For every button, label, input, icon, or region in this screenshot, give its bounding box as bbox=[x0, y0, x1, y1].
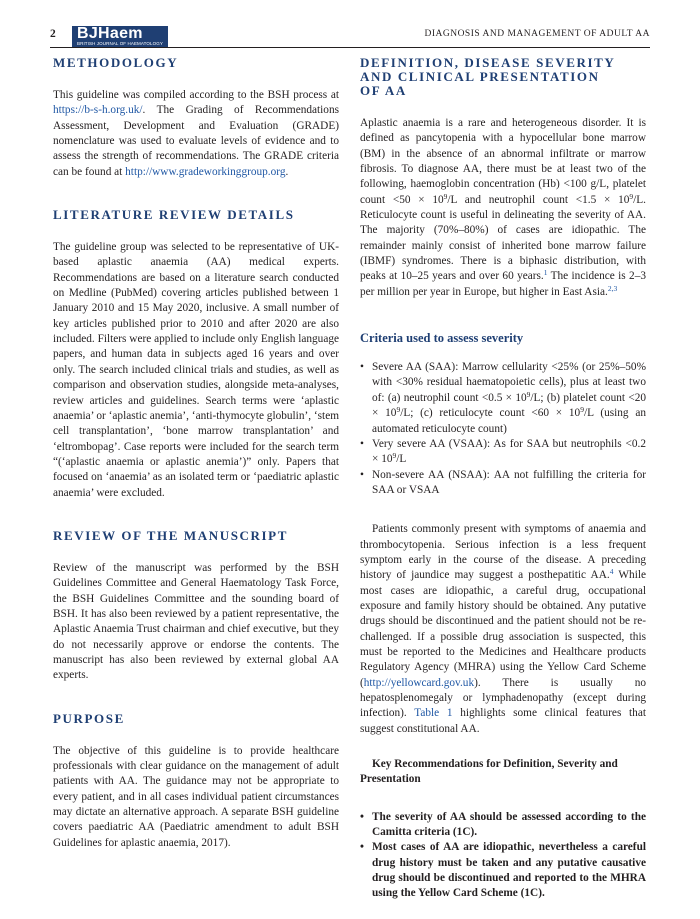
purpose-heading: PURPOSE bbox=[53, 710, 125, 726]
key-recommendations-list bbox=[360, 810, 646, 902]
purpose-paragraph: The objective of this guideline is to provide healthcare professionals with clear guidance on the management of adult patients with AA. The guidance may not be appropriate to every patient, and in all cases individual patient circumstances may dictate an alternative approach. A separate BSH guideline covers paediatric AA (Paediatric amendment to adult BSH Guidelines for aplastic anaemia, 2017). bbox=[53, 744, 339, 849]
vsaa-text-1: Very severe AA (VSAA): As for SAA but neutrophils <0.2 × 10 bbox=[372, 437, 646, 466]
criteria-list bbox=[360, 360, 646, 498]
exponent: 9 bbox=[443, 191, 448, 201]
key-recommendation-item: • The severity of AA should be assessed according to the Camitta criteria (1C). bbox=[372, 810, 646, 841]
definition-text-3: /L. Reticulocyte count is useful in delineating the severity of AA. The majority (70%–80%) of cases are idiopathic. The remainder mainly consist of inherited bone marrow failure (IBMF) syndromes. There is a biphasic distribution, with peaks at 10–25 years and over 60 years. bbox=[360, 193, 646, 283]
criteria-heading: Criteria used to assess severity bbox=[360, 331, 524, 346]
logo-sub-text: BRITISH JOURNAL OF HAEMATOLOGY bbox=[77, 41, 163, 46]
methodology-text-1: This guideline was compiled according to the BSH process at bbox=[53, 89, 339, 101]
page-number: 2 bbox=[50, 28, 56, 40]
key-recommendation-item: • Most cases of AA are idiopathic, nevertheless a careful drug history must be taken and any putative causative drug should be discontinued and reported to the MHRA using the Yellow Card Scheme (1C). bbox=[372, 840, 646, 901]
presentation-text-2: While most cases are idiopathic, a careful drug, occupational exposure and family history should be obtained. Any putative drugs should be discontinued and the patient should not be re-challenged. If a possible drug association is suspected, this must be reported to the Medicines and Healthcare products Regulatory Agency (MHRA) using the Yellow Card Scheme ( bbox=[360, 569, 646, 689]
review-heading: REVIEW OF THE MANUSCRIPT bbox=[53, 527, 288, 543]
definition-text-4: The incidence is 2–3 per million per year in Europe, but higher in East Asia. bbox=[360, 270, 646, 298]
criteria-item-nsaa: • Non-severe AA (NSAA): AA not fulfilling the criteria for SAA or VSAA bbox=[372, 468, 646, 499]
header-rule bbox=[50, 47, 650, 48]
bsh-link[interactable]: https://b-s-h.org.uk/ bbox=[53, 104, 143, 117]
running-head: DIAGNOSIS AND MANAGEMENT OF ADULT AA bbox=[424, 29, 650, 39]
methodology-text-2: . The Grading of Recommendations Assessment, Development and Evaluation (GRADE) nomenclature was used to evaluate levels of evidence and to assess the strength of recommendations. The GRADE criteria can be found at bbox=[53, 104, 339, 178]
right-column bbox=[360, 56, 646, 902]
saa-text-4: /L (using an automated reticulocyte count) bbox=[372, 407, 646, 435]
page-header bbox=[50, 26, 650, 48]
saa-text-2: /L; (b) platelet count <20 × 10 bbox=[372, 391, 646, 420]
reference-link-4[interactable]: 4 bbox=[609, 567, 614, 577]
journal-logo bbox=[72, 26, 168, 47]
left-column bbox=[53, 56, 339, 851]
grade-link[interactable]: http://www.gradeworkinggroup.org bbox=[125, 165, 286, 178]
saa-text-3: /L; (c) reticulocyte count <60 × 10 bbox=[400, 407, 581, 420]
exponent: 9 bbox=[526, 389, 531, 399]
table-1-link[interactable]: Table 1 bbox=[414, 707, 453, 720]
definition-paragraph bbox=[360, 116, 646, 300]
exponent: 9 bbox=[580, 405, 584, 415]
exponent: 9 bbox=[392, 451, 397, 461]
presentation-text-3: ). There is usually no hepatosplenomegaly or lymphadenopathy (except during infection). bbox=[360, 676, 646, 720]
exponent: 9 bbox=[396, 405, 401, 415]
methodology-text-3: . bbox=[285, 165, 289, 178]
presentation-text-4: highlights some clinical features that suggest constitutional AA. bbox=[360, 707, 646, 735]
vsaa-text-2: /L bbox=[396, 453, 407, 466]
review-paragraph: Review of the manuscript was performed by the BSH Guidelines Committee and General Haematology Task Force, the BSH Guidelines Committee and the sounding board of BSH. It has also been reviewed by a patient representative, the Aplastic Anaemia Trust chairman and chief executive, but they do not necessarily approve or endorse the contents. The manuscript has also been reviewed by external global AA experts. bbox=[53, 561, 339, 682]
presentation-paragraph bbox=[360, 522, 646, 737]
criteria-item-vsaa bbox=[372, 437, 646, 468]
logo-main-text: BJHaem bbox=[77, 25, 143, 42]
methodology-heading: METHODOLOGY bbox=[53, 55, 179, 70]
literature-paragraph: The guideline group was selected to be representative of UK-based aplastic anaemia (AA) medical experts. Recommendations are based on a literature search conducted on Medline (PubMed) covering articles published between 1 January 2010 and 15 May 2020, inclusive. A small number of key articles published prior to 2010 and after 2020 are also included. Filters were applied to include only English language papers, and human data in subjects aged 16 years and over only. The search included clinical trials and studies, as well as comparison and observation studies, alongside meta-analyses, review articles and guidelines. Search terms were ‘aplastic anaemia’ or ‘aplastic anemia’, ‘anti-thymocyte globulin’, ‘stem cell transplantation’, ‘bone marrow transplantation’ and ‘eltrombopag’. Case reports were included for the search term “(‘aplastic anaemia or aplastic anemia’)” only. Papers that focused on ‘anaemia’ as an isolated term or ‘paediatric aplastic anaemia’ were excluded. bbox=[53, 241, 339, 499]
definition-heading bbox=[360, 56, 646, 98]
key-recommendations-title: Key Recommendations for Definition, Severity and Presentation bbox=[360, 758, 618, 786]
methodology-paragraph bbox=[53, 88, 339, 180]
literature-heading: LITERATURE REVIEW DETAILS bbox=[53, 207, 295, 223]
definition-heading-line-1: DEFINITION, DISEASE SEVERITY bbox=[360, 55, 616, 70]
definition-heading-line-2: AND CLINICAL PRESENTATION bbox=[360, 69, 600, 84]
presentation-text-1: Patients commonly present with symptoms of anaemia and thrombocytopenia. Serious infection is a less frequent symptom early in the course of the disease. A preceding history of jaundice may suggest a posthepatitic AA. bbox=[360, 523, 646, 582]
exponent: 9 bbox=[629, 191, 634, 201]
reference-link-2-3[interactable]: 2,3 bbox=[607, 283, 618, 293]
definition-text-2: /L and neutrophil count <1.5 × 10 bbox=[447, 193, 630, 206]
definition-text-1: Aplastic anaemia is a rare and heterogeneous disorder. It is defined as pancytopenia with a hypocellular bone marrow (BM) in the absence of an abnormal infiltrate or marrow fibrosis. To diagnose AA, there must be at least two of the following, haemoglobin concentration (Hb) <100 g/L, platelet count <50 × 10 bbox=[360, 117, 646, 206]
yellowcard-link[interactable]: http://yellowcard.gov.uk bbox=[363, 676, 475, 689]
definition-heading-line-3: OF AA bbox=[360, 83, 407, 98]
reference-link-1[interactable]: 1 bbox=[543, 268, 548, 278]
saa-text-1: Severe AA (SAA): Marrow cellularity <25% (or 25%–50% with <30% residual haematopoietic cells), plus at least two of: (a) neutrophil count <0.5 × 10 bbox=[372, 361, 646, 404]
criteria-item-saa bbox=[372, 360, 646, 437]
